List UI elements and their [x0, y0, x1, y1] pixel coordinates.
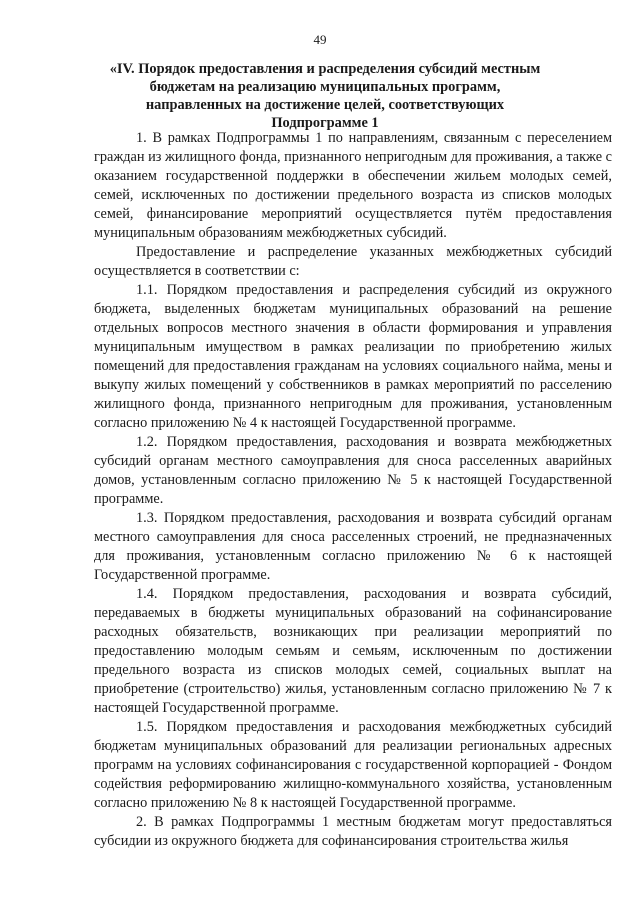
- section-heading: «IV. Порядок предоставления и распределения субсидий местным бюджетам на реализацию муниципальных программ, направленных на достижение целей, соответствующих Подпрограмме 1: [109, 61, 541, 131]
- paragraph-1-3: 1.3. Порядком предоставления, расходования и возврата субсидий органам местного самоуправления для сноса расселенных строений, не предназначенных для проживания, установленным согласно приложению № 6 к настоящей Государственной программе.: [94, 510, 612, 583]
- paragraph-2-start: 2. В рамках Подпрограммы 1 местным бюджетам могут предоставляться субсидии из окружного бюджета для софинансирования строительства жилья: [94, 814, 612, 849]
- paragraph-1-1: 1.1. Порядком предоставления и распределения субсидий из окружного бюджета, выделенных бюджетам муниципальных образований на решение отдельных вопросов местного значения в области формирования и управления муниципальным имуществом в рамках реализации по приобретению жилых помещений для предоставления гражданам на условиях социального найма, мены и выкупу жилых помещений у собственников в рамках мероприятий по расселению жилищного фонда, признанного непригодным для проживания, установленным согласно приложению № 4 к настоящей Государственной программе.: [94, 282, 612, 431]
- paragraph-1-4: 1.4. Порядком предоставления, расходования и возврата субсидий, передаваемых в бюджеты муниципальных образований на софинансирование расходных обязательств, возникающих при реализации мероприятий по предоставлению молодым семьям и семьям, исключенным по достижении предельного возраста из списков молодых семей, социальных выплат на приобретение (строительство) жилья, установленным согласно приложению № 7 к настоящей Государственной программе.: [94, 586, 612, 716]
- paragraph-1: 1. В рамках Подпрограммы 1 по направлениям, связанным с переселением граждан из жилищного фонда, признанного непригодным для проживания, а также с оказанием государственной поддержки в обеспечении жильем молодых семей, семей, исключенных по достижении предельного возраста из списков молодых семей, финансирование мероприятий осуществляется путём предоставления муниципальным образованиям межбюджетных субсидий.: [94, 130, 612, 241]
- paragraph-1-2: 1.2. Порядком предоставления, расходования и возврата межбюджетных субсидий органам местного самоуправления для сноса расселенных аварийных домов, установленным согласно приложению № 5 к настоящей Государственной программе.: [94, 434, 612, 507]
- paragraph-1-5: 1.5. Порядком предоставления и расходования межбюджетных субсидий бюджетам муниципальных образований для реализации региональных адресных программ на условиях софинансирования с государственной корпорацией - Фондом содействия реформированию жилищно-коммунального хозяйства, установленным согласно приложению № 8 к настоящей Государственной программе.: [94, 719, 612, 811]
- paragraph-2: Предоставление и распределение указанных межбюджетных субсидий осуществляется в соответствии с:: [94, 244, 612, 279]
- page-number: 49: [313, 32, 327, 47]
- document-body: [94, 129, 612, 851]
